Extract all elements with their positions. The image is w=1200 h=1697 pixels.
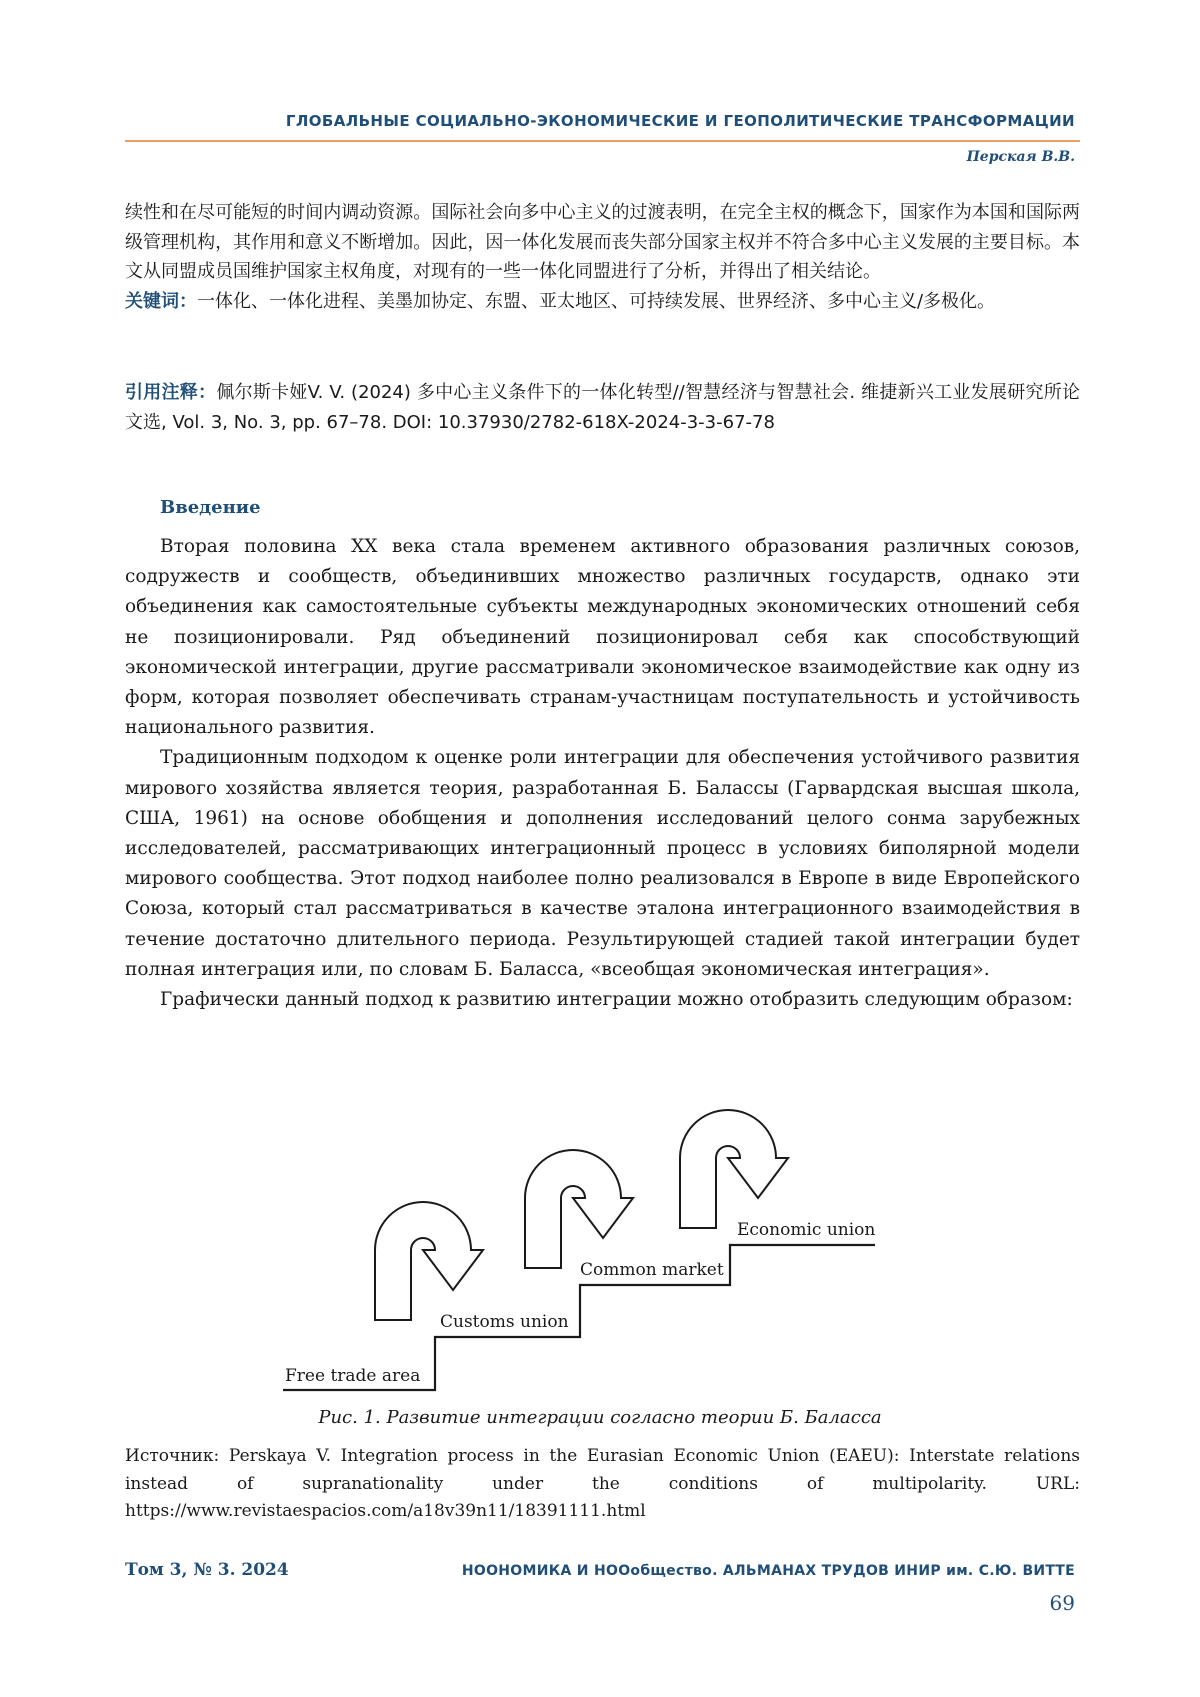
staircase-diagram [275,1090,935,1400]
stage-label-economic-union: Economic union [737,1220,876,1240]
abstract-text: 续性和在尽可能短的时间内调动资源。国际社会向多中心主义的过渡表明，在完全主权的概念下，国家作为本国和国际两级管理机构，其作用和意义不断增加。因此，因一体化发展而丧失部分国家主权并不符合多中心主义发展的主要目标。本文从同盟成员国维护国家主权角度，对现有的一些一体化同盟进行了分析，并得出了相关结论。 [125,202,1080,282]
citation-line [125,378,1080,438]
stage-label-common-market: Common market [580,1260,724,1280]
stage-label-customs-union: Customs union [440,1312,569,1332]
keywords-label: 关键词： [125,290,197,312]
citation-label: 引用注释： [125,382,217,403]
u-turn-arrow-icon [375,1202,483,1320]
keywords-text: 一体化、一体化进程、美墨加协定、东盟、亚太地区、可持续发展、世界经济、多中心主义/多极化。 [197,290,996,312]
running-header-author: Перская В.В. [966,149,1075,165]
keywords-line [125,287,1080,317]
body-paragraph: Традиционным подходом к оценке роли интеграции для обеспечения устойчивого развития мирового хозяйства является теория, разработанная Б. Балассы (Гарвардская высшая школа, США, 1961) на основе обобщения и дополнения исследований целого сонма зарубежных исследователей, рассматривающих интеграционный процесс в условиях биполярной модели мирового сообщества. Этот подход наиболее полно реализовался в Европе в виде Европейского Союза, который стал рассматриваться в качестве эталона интеграционного взаимодействия в течение достаточно длительного периода. Результирующей стадией такой интеграции будет полная интеграция или, по словам Б. Баласса, «всеобщая экономическая интеграция». [125,747,1080,980]
running-header-title: ГЛОБАЛЬНЫЕ СОЦИАЛЬНО-ЭКОНОМИЧЕСКИЕ И ГЕОПОЛИТИЧЕСКИЕ ТРАНСФОРМАЦИИ [285,112,1075,130]
footer-journal: НООНОМИКА И НООобщество. АЛЬМАНАХ ТРУДОВ ИНИР им. С.Ю. ВИТТЕ [461,1563,1075,1579]
footer-issue: Том 3, № 3. 2024 [125,1560,289,1580]
body-paragraph: Графически данный подход к развитию интеграции можно отобразить следующим образом: [160,989,1073,1011]
integration-stages-figure [275,1090,935,1400]
citation-block [125,378,1080,438]
section-heading: Введение [160,497,261,518]
body-text [125,532,1080,1015]
abstract-chinese [125,198,1080,316]
header-divider [125,140,1080,142]
u-turn-arrow-icon [525,1150,633,1268]
stage-label-free-trade: Free trade area [285,1366,421,1386]
citation-text: 佩尔斯卡娅V. V. (2024) 多中心主义条件下的一体化转型//智慧经济与智慧社会. 维捷新兴工业发展研究所论文选, Vol. 3, No. 3, pp. 67–78. DOI: 10.37930/2782-618X-2024-3-3-67-78 [125,382,1080,433]
body-paragraph: Вторая половина XX века стала временем активного образования различных союзов, содружеств и сообществ, объединивших множество различных государств, однако эти объединения как самостоятельные субъекты международных экономических отношений себя не позиционировали. Ряд объединений позиционировал себя как способствующий экономической интеграции, другие рассматривали экономическое взаимодействие как одну из форм, которая позволяет обеспечивать странам-участницам поступательность и устойчивость национального развития. [125,536,1080,739]
u-turn-arrow-icon [680,1110,788,1228]
figure-source: Источник: Perskaya V. Integration process in the Eurasian Economic Union (EAEU): Interstate relations instead of supranationality under the conditions of multipolarity. URL: https://www.revistaespacios.com/a18v39n11/18391111.html [125,1446,1080,1521]
figure-caption: Рис. 1. Развитие интеграции согласно теории Б. Баласса [318,1407,882,1428]
page-number: 69 [1049,1591,1075,1615]
